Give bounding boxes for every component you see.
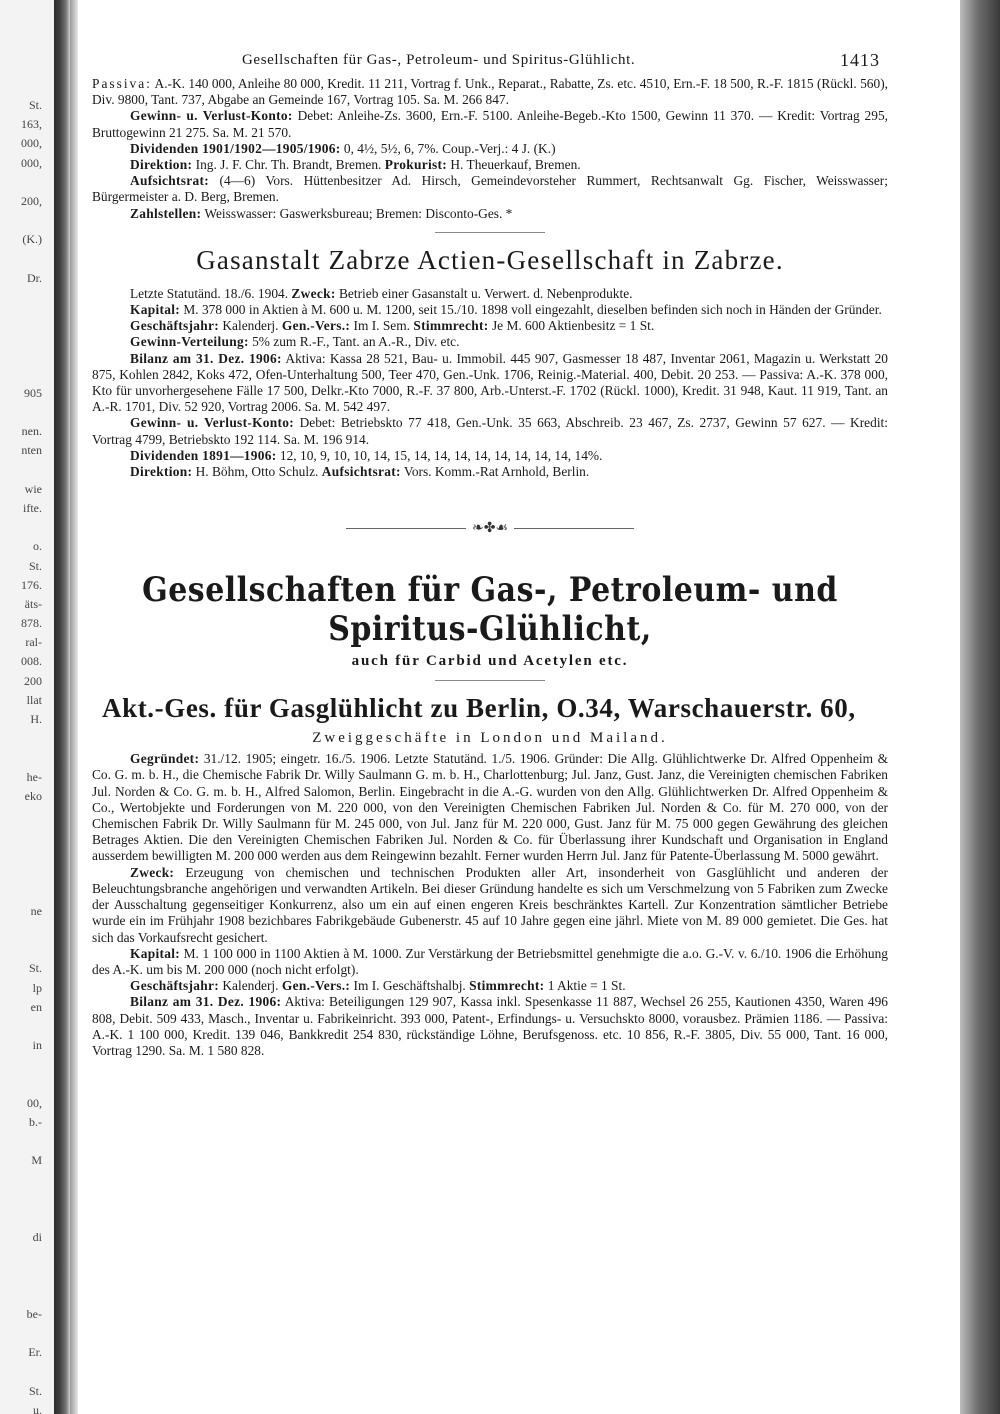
geschaeftsjahr-label: Geschäftsjahr:: [130, 978, 219, 994]
prokurist-label: Prokurist:: [384, 157, 448, 173]
margin-fragment: [2, 1324, 42, 1343]
right-page-edge: [960, 0, 1000, 1414]
guv-text: Debet: Betriebskto 77 418, Gen.-Unk. 35 663, Abschreib. 23 467, Zs. 2737, Gewinn 57 627. — Kredit: Vortrag 4799, Betriebskto 192 114. Sa. M. 196 914.: [92, 415, 888, 447]
aufsichtsrat-text: (4—6) Vors. Hüttenbesitzer Ad. Hirsch, Gemeindevorsteher Rummert, Rechtsanwalt Gg. Fischer, Weisswasser; Bürgermeister a. D. Berg, Bremen.: [92, 173, 888, 205]
gewinn-verteilung-label: Gewinn-Verteilung:: [130, 334, 249, 350]
margin-fragment: [2, 173, 42, 192]
guv-label: Gewinn- u. Verlust-Konto:: [130, 415, 295, 431]
margin-fragment: in: [32, 1038, 42, 1053]
gewinn-verteilung-text: 5% zum R.-F., Tant. an A.-R., Div. etc.: [252, 334, 460, 350]
margin-fragment: 163,: [21, 117, 42, 132]
zahlstellen-paragraph: [92, 206, 888, 222]
gen-vers-label: Gen.-Vers.:: [281, 318, 351, 334]
zweck-label: Zweck:: [291, 285, 336, 301]
gegruendet-text: 31./12. 1905; eingetr. 16./5. 1906. Letzte Statutänd. 1./5. 1906. Gründer: Die Allg. Glühlichtwerke Dr. Alfred Oppenheim & Co. G. m. b. H., die Chemische Fabrik Dr. Willy Saulmann G. m. b. H., Charlottenburg; Jul. Janz, Gust. Janz, die Vereinigten chemischen Fabriken Jul. Norden & Co. G. m. b. H., Alfred Salomon, Berlin. Eingebracht in die A.-G. wurden von den Allg. Glühlichtwerken Dr. Alfred Oppenheim & Co., Wertobjekte und Forderungen von M. 220 000, von den Vereinigten Chemischen Fabriken Jul. Norden & Co. für M. 270 000, von der Chemischen Fabrik Dr. Willy Saulmann für M. 245 000, von Jul. Janz für M. 220 000, Gust. Janz für M. 75 000 gegen Gewährung des gleichen Betrages Aktien. Die den Vereinigten Chemischen Fabriken Jul. Norden & Co. für Überlassung ihrer Kundschaft und Organisation in England ausserdem bewilligten M. 200 000 werden aus dem Reingewinn bezahlt. Ferner wurden Herrn Jul. Janz für Patente-Überlassung M. 5000 gewährt.: [92, 751, 888, 864]
margin-fragment: 000,: [21, 155, 42, 170]
page-number: 1413: [840, 50, 880, 70]
binding-gutter: [54, 0, 70, 1414]
geschaeftsjahr-paragraph: [92, 978, 888, 994]
margin-fragment: [2, 1266, 42, 1285]
margin-fragment: u.: [33, 1402, 42, 1414]
margin-fragment: 00,: [27, 1095, 42, 1110]
separator-rule: [435, 680, 545, 681]
margin-fragment: o.: [33, 539, 42, 554]
bilanz-paragraph: [92, 994, 888, 1059]
direktion-label: Direktion:: [130, 157, 193, 173]
stimmrecht-label: Stimmrecht:: [413, 318, 489, 334]
margin-fragment: [2, 844, 42, 863]
adjacent-page-text-fragments: [2, 96, 42, 1414]
gegruendet-paragraph: [92, 751, 888, 864]
direktion-label: Direktion:: [130, 464, 193, 480]
passiva-label: Passiva:: [92, 76, 152, 91]
statut-text: Letzte Statutänd. 18./6. 1904.: [130, 285, 289, 301]
margin-fragment: [2, 403, 42, 422]
margin-fragment: H.: [30, 712, 42, 726]
margin-fragment: St.: [28, 1383, 42, 1398]
berlin-company-entry: [92, 693, 888, 1059]
running-head: [92, 48, 888, 76]
margin-fragment: 905: [24, 385, 42, 400]
margin-fragment: en: [30, 999, 42, 1014]
margin-fragment: ifte.: [23, 500, 42, 515]
zabrze-company-entry: [92, 245, 888, 480]
aufsichtsrat-text: Vors. Komm.-Rat Arnhold, Berlin.: [403, 464, 590, 480]
margin-fragment: [2, 1132, 42, 1151]
margin-fragment: 200,: [21, 193, 42, 208]
margin-fragment: [2, 748, 42, 767]
kapital-text: M. 378 000 in Aktien à M. 600 u. M. 1200, seit 15./10. 1898 voll eingezahlt, dieselben befinden sich noch in Händen der Gründer.: [183, 302, 882, 318]
geschaeftsjahr-label: Geschäftsjahr:: [130, 318, 219, 334]
margin-fragment: [2, 1190, 42, 1209]
separator-rule: [435, 232, 545, 233]
margin-fragment: be-: [26, 1306, 42, 1321]
margin-fragment: [2, 864, 42, 883]
direktion-text: H. Böhm, Otto Schulz.: [195, 464, 319, 480]
prokurist-text: H. Theuerkauf, Bremen.: [450, 157, 581, 173]
binding-shadow: [70, 0, 78, 1414]
statut-zweck-paragraph: [92, 286, 888, 302]
margin-fragment: [2, 1247, 42, 1266]
bilanz-paragraph: [92, 351, 888, 416]
gen-vers-label: Gen.-Vers.:: [281, 978, 351, 994]
margin-fragment: he-: [26, 769, 42, 784]
margin-fragment: Dr.: [27, 270, 42, 285]
previous-company-entry: [92, 76, 888, 222]
margin-fragment: nten: [21, 443, 42, 458]
company-title: Akt.-Ges. für Gasglühlicht zu Berlin, O.34, Warschauerstr. 60,: [102, 693, 856, 724]
margin-fragment: [2, 345, 42, 364]
gewinn-verteilung-paragraph: [92, 334, 888, 350]
section-subtitle: auch für Carbid und Acetylen etc.: [351, 653, 629, 670]
margin-fragment: [2, 825, 42, 844]
company-title: Gasanstalt Zabrze Actien-Gesellschaft in Zabrze.: [196, 244, 784, 275]
margin-fragment: [2, 250, 42, 269]
margin-fragment: äts-: [24, 596, 42, 611]
bilanz-text: Aktiva: Beteiligungen 129 907, Kassa inkl. Spesenkasse 11 887, Wechsel 26 255, Kautionen 4350, Waren 496 808, Debit. 509 433, Masch., Inventar u. Fabrikeinricht. 393 000, Patent-, Erfindungs- u. Versuchskto 8000, vorausbez. Prämien 1186. — Passiva: A.-K. 1 100 000, Kredit. 139 046, Bankkredit 254 830, rückständige Löhne, Berufsgenoss. etc. 10 856, R.-F. 3805, Div. 55 000, Tant. 16 000, Vortrag 1290. Sa. M. 1 580 828.: [92, 994, 888, 1058]
margin-fragment: [2, 1017, 42, 1036]
ornament-flourish-icon: ❧✤☙: [471, 521, 508, 537]
kapital-text: M. 1 100 000 in 1100 Aktien à M. 1000. Zur Verstärkung der Betriebsmittel genehmigte die a.o. G.-V. v. 6./10. 1906 die Erhöhung des A.-K. um bis M. 200 000 (noch nicht erfolgt).: [92, 945, 888, 977]
margin-fragment: lp: [32, 980, 42, 995]
margin-fragment: [2, 921, 42, 940]
margin-fragment: [2, 883, 42, 902]
margin-fragment: (K.): [22, 232, 42, 247]
ornament-line-right: [514, 528, 634, 529]
bilanz-label: Bilanz am 31. Dez. 1906:: [130, 350, 282, 366]
zweck-label: Zweck:: [130, 864, 175, 880]
margin-fragment: [2, 326, 42, 345]
margin-fragment: 878.: [21, 616, 42, 631]
margin-fragment: 008.: [21, 654, 42, 669]
margin-fragment: St.: [28, 961, 42, 976]
dividends-label: Dividenden 1901/1902—1905/1906:: [130, 140, 341, 156]
geschaeftsjahr-paragraph: [92, 318, 888, 334]
margin-fragment: M: [31, 1153, 42, 1168]
margin-fragment: ne: [30, 903, 42, 918]
zahlstellen-label: Zahlstellen:: [130, 205, 202, 221]
gen-vers-text: Im I. Sem.: [353, 318, 411, 334]
branches-line: Zweiggeschäfte in London und Mailand.: [312, 730, 668, 747]
gen-vers-text: Im I. Geschäftshalbj.: [353, 978, 466, 994]
dividenden-paragraph: [92, 448, 888, 464]
margin-fragment: [2, 1362, 42, 1381]
guv-paragraph: [92, 415, 888, 447]
geschaeftsjahr-text: Kalenderj.: [222, 318, 279, 334]
bilanz-label: Bilanz am 31. Dez. 1906:: [130, 994, 282, 1010]
margin-fragment: [2, 518, 42, 537]
section-ornament: [92, 520, 888, 537]
zweck-text: Betrieb einer Gasanstalt u. Verwert. d. Nebenprodukte.: [338, 285, 633, 301]
dividends-text: 0, 4½, 5½, 6, 7%. Coup.-Verj.: 4 J. (K.): [343, 140, 556, 156]
margin-fragment: St.: [28, 558, 42, 573]
kapital-paragraph: [92, 946, 888, 978]
geschaeftsjahr-text: Kalenderj.: [222, 978, 279, 994]
margin-fragment: 000,: [21, 136, 42, 151]
margin-fragment: b.-: [29, 1114, 42, 1129]
margin-fragment: llat: [26, 692, 42, 707]
direktion-aufsicht-paragraph: [92, 464, 888, 480]
zahlstellen-text: Weisswasser: Gaswerksbureau; Bremen: Disconto-Ges. *: [204, 205, 513, 221]
margin-fragment: di: [32, 1230, 42, 1245]
gv-text: Debet: Anleihe-Zs. 3600, Ern.-F. 5100. Anleihe-Begeb.-Kto 1500, Gewinn 11 370. — Kredit: Vortrag 295, Bruttogewinn 21 275. Sa. M. 21 570.: [92, 108, 888, 140]
kapital-label: Kapital:: [130, 302, 181, 318]
direktion-text: Ing. J. F. Chr. Th. Brandt, Bremen.: [195, 157, 382, 173]
margin-fragment: [2, 806, 42, 825]
section-title: Gesellschaften für Gas-, Petroleum- und Spiritus-Glühlicht,: [142, 571, 838, 650]
direktion-paragraph: [92, 157, 888, 173]
left-page-edge: [0, 0, 62, 1414]
margin-fragment: [2, 1209, 42, 1228]
margin-fragment: St.: [28, 98, 42, 112]
passiva-paragraph: [92, 76, 888, 108]
margin-fragment: [2, 1286, 42, 1305]
dividenden-label: Dividenden 1891—1906:: [130, 447, 277, 463]
margin-fragment: [2, 288, 42, 307]
gv-label: Gewinn- u. Verlust-Konto:: [130, 108, 293, 124]
passiva-text: A.-K. 140 000, Anleihe 80 000, Kredit. 11 211, Vortrag f. Unk., Reparat., Rabatte, Zs. etc. 4510, Ern.-F. 18 500, R.-F. 1815 (Rückl. 560), Div. 9800, Tant. 737, Abgabe an Gemeinde 167, Vortrag 105. Sa. M. 266 847.: [92, 76, 888, 108]
margin-fragment: [2, 1055, 42, 1074]
bilanz-text: Aktiva: Kassa 28 521, Bau- u. Immobil. 445 907, Gasmesser 18 487, Inventar 2061, Magazin u. Werkstatt 20 875, Kohlen 2842, Koks 472, Ofen-Unterhaltung 500, Teer 470, Gen.-Unk. 1706, Reinig.-Material. 400, Debit. 20 253. — Passiva: A.-K. 378 000, Kto für unvorhergesehene Fälle 17 500, Delkr.-Kto 7000, R.-F. 37 800, Arb.-Unterst.-F. 1702 (Rückl. 1000), Kredit. 31 948, Kaut. 11 919, Tant. an A.-R. 1701, Div. 52 920, Vortrag 2006. Sa. M. 542 497.: [92, 350, 888, 415]
margin-fragment: [2, 1171, 42, 1190]
margin-fragment: [2, 940, 42, 959]
running-head-title: Gesellschaften für Gas-, Petroleum- und Spiritus-Glühlicht.: [242, 52, 636, 68]
kapital-label: Kapital:: [130, 945, 181, 961]
margin-fragment: 176.: [21, 577, 42, 592]
kapital-paragraph: [92, 302, 888, 318]
margin-fragment: [2, 365, 42, 384]
stimmrecht-text: 1 Aktie = 1 St.: [547, 978, 626, 994]
margin-fragment: nen.: [21, 424, 42, 439]
dividenden-text: 12, 10, 9, 10, 10, 14, 15, 14, 14, 14, 14, 14, 14, 14, 14, 14%.: [279, 447, 603, 463]
margin-fragment: [2, 461, 42, 480]
ornament-line-left: [346, 528, 466, 529]
page-content: [92, 48, 888, 1059]
aufsichtsrat-paragraph: [92, 173, 888, 205]
aufsichtsrat-label: Aufsichtsrat:: [321, 464, 401, 480]
margin-fragment: eko: [24, 788, 42, 803]
margin-fragment: [2, 729, 42, 748]
gv-paragraph: [92, 108, 888, 140]
zweck-text: Erzeugung von chemischen und technischen Produkten aller Art, insonderheit von Gasglühlicht und anderen der Beleuchtungsbranche angehörigen und verwandten Artikeln. Bei dieser Gründung handelte es sich um Verschmelzung von 5 Fabriken zum Zwecke der Ausschaltung gegenseitiger Konkurrenz, also um ein auf einen engeren Kreis beschränktes Kartell. Zur Konzentration sämtlicher Betriebe wurde ein im Frühjahr 1908 bezichbares Fabrikgebäude Gubenerstr. 45 auf 10 Jahre gegen eine jährl. Miete von M. 89 000 gemietet. Die Ges. hat sich das Vorkaufsrecht gesichert.: [92, 864, 888, 945]
margin-fragment: 200: [24, 673, 42, 688]
margin-fragment: wie: [24, 481, 42, 496]
margin-fragment: [2, 1075, 42, 1094]
stimmrecht-text: Je M. 600 Aktienbesitz = 1 St.: [491, 318, 655, 334]
margin-fragment: Er.: [28, 1345, 42, 1360]
margin-fragment: [2, 307, 42, 326]
aufsichtsrat-label: Aufsichtsrat:: [130, 173, 210, 189]
dividends-paragraph: [92, 141, 888, 157]
stimmrecht-label: Stimmrecht:: [469, 978, 545, 994]
gegruendet-label: Gegründet:: [130, 751, 200, 767]
margin-fragment: ral-: [25, 635, 42, 650]
margin-fragment: [2, 211, 42, 230]
zweck-paragraph: [92, 865, 888, 946]
